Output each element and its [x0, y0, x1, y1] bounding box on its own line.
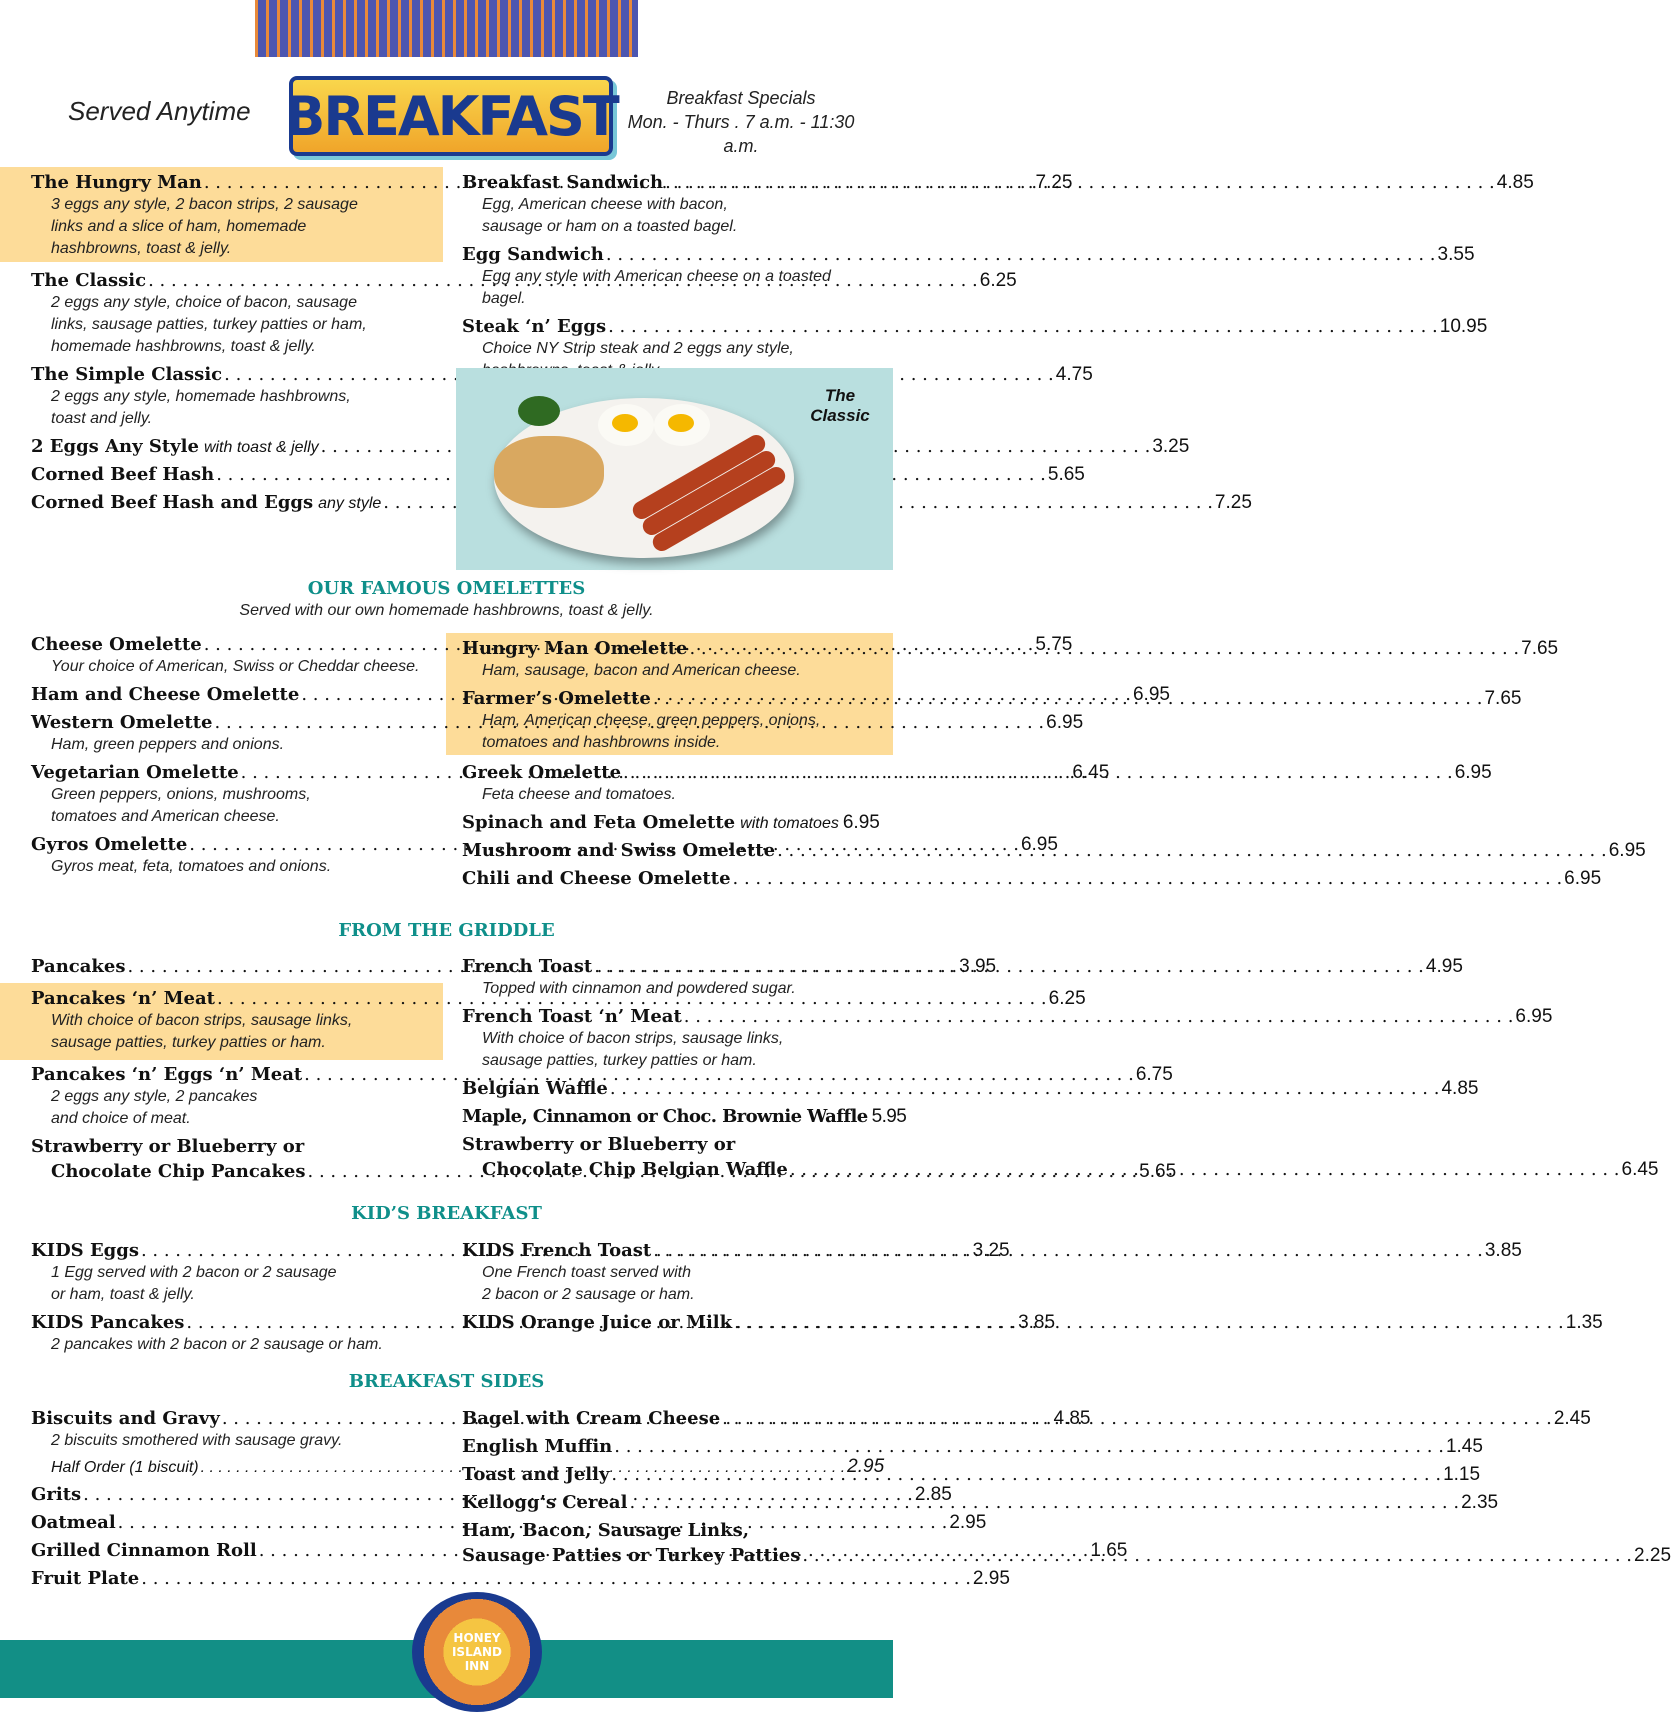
menu-item-desc: 2 pancakes with 2 bacon or 2 sausage or ham.	[51, 1336, 383, 1353]
menu-item: Vegetarian Omelette . . . 6.45	[31, 762, 430, 784]
menu-item: French Toast . . . 4.95	[462, 956, 861, 978]
menu-item: English Muffin . . . 1.45	[462, 1436, 861, 1458]
menu-item-desc: 2 eggs any style, 2 pancakes and choice of meat.	[51, 1088, 258, 1127]
egg-image	[654, 404, 710, 446]
menu-item: Grilled Cinnamon Roll . . . 1.65	[31, 1540, 430, 1562]
menu-item-desc: Ham, sausage, bacon and American cheese.	[482, 662, 801, 679]
menu-item: Grits . . . 2.85	[31, 1484, 430, 1506]
menu-item: Toast and Jelly . . . 1.15	[462, 1464, 861, 1486]
menu-item: Chili and Cheese Omelette . . . 6.95	[462, 868, 861, 890]
menu-item: KIDS Eggs . . . 3.25	[31, 1240, 430, 1262]
menu-item: Spinach and Feta Omelette with tomatoes 6.95	[462, 812, 880, 833]
menu-item-desc: Egg any style with American cheese on a toasted bagel.	[482, 268, 831, 307]
menu-item: Strawberry or Blueberry or	[31, 1136, 305, 1157]
breakfast-title: BREAKFAST	[289, 76, 613, 156]
menu-item-desc: Topped with cinnamon and powdered sugar.	[482, 980, 796, 997]
section-subtitle-omelettes: Served with our own homemade hashbrowns, toast & jelly.	[239, 602, 654, 619]
header-banner-pattern	[255, 0, 638, 57]
served-anytime-text: Served Anytime	[68, 96, 251, 126]
section-title-sides: BREAKFAST SIDES	[348, 1371, 545, 1392]
menu-item: Sausage Patties or Turkey Patties . . . 2.25	[462, 1545, 861, 1567]
menu-item-desc: With choice of bacon strips, sausage links, sausage patties, turkey patties or ham.	[482, 1030, 784, 1069]
photo-caption: The Classic	[810, 386, 870, 425]
breakfast-specials	[616, 86, 866, 158]
menu-item: Gyros Omelette . . . 6.95	[31, 834, 430, 856]
menu-item-desc: 3 eggs any style, 2 bacon strips, 2 sausage links and a slice of ham, homemade hashbrowns, toast & jelly.	[51, 196, 358, 257]
hashbrowns-image	[494, 436, 604, 508]
menu-item: Egg Sandwich . . . 3.55	[462, 244, 861, 266]
menu-item-desc: 2 biscuits smothered with sausage gravy.	[51, 1432, 343, 1449]
menu-item-desc: Egg, American cheese with bacon, sausage or ham on a toasted bagel.	[482, 196, 738, 235]
menu-item: Chocolate Chip Belgian Waffle . . . 6.45	[462, 1159, 861, 1181]
section-title-griddle: FROM THE GRIDDLE	[338, 920, 555, 941]
menu-item-desc: 2 eggs any style, homemade hashbrowns, toast and jelly.	[51, 388, 351, 427]
section-title-omelettes: OUR FAMOUS OMELETTES	[307, 578, 586, 599]
menu-item: The Hungry Man . . . 7.25	[31, 172, 430, 194]
egg-image	[598, 404, 654, 446]
honey-island-inn-logo	[412, 1592, 542, 1712]
menu-item-desc: Your choice of American, Swiss or Cheddar cheese.	[51, 658, 420, 675]
menu-item: Farmer’s Omelette . . . 7.65	[462, 688, 861, 710]
menu-item: 2 Eggs Any Style with toast & jelly . . . 3.25	[31, 436, 430, 458]
menu-item: Belgian Waffle . . . 4.85	[462, 1078, 861, 1100]
menu-item-desc: Ham, green peppers and onions.	[51, 736, 285, 753]
menu-item: KIDS French Toast . . . 3.85	[462, 1240, 861, 1262]
menu-item: French Toast ‘n’ Meat . . . 6.95	[462, 1006, 861, 1028]
menu-item-desc: 1 Egg served with 2 bacon or 2 sausage or ham, toast & jelly.	[51, 1264, 337, 1303]
specials-heading: Breakfast Specials	[666, 88, 816, 108]
menu-item: The Classic . . . 6.25	[31, 270, 430, 292]
menu-item: Pancakes ‘n’ Eggs ‘n’ Meat . . . 6.75	[31, 1064, 430, 1086]
menu-item: Pancakes . . . 3.95	[31, 956, 430, 978]
menu-item: Fruit Plate . . . 2.95	[31, 1568, 430, 1590]
menu-item: Steak ‘n’ Eggs . . . 10.95	[462, 316, 861, 338]
menu-item: Ham, Bacon, Sausage Links,	[462, 1520, 750, 1541]
section-title-kids: KID’S BREAKFAST	[351, 1203, 542, 1224]
specials-hours: Mon. - Thurs . 7 a.m. - 11:30 a.m.	[627, 112, 855, 156]
menu-item: Maple, Cinnamon or Choc. Brownie Waffle 5.95	[462, 1106, 907, 1127]
menu-item: Bagel with Cream Cheese . . . 2.45	[462, 1408, 861, 1430]
menu-item: Biscuits and Gravy . . . 4.85	[31, 1408, 430, 1430]
menu-item: Breakfast Sandwich . . . 4.85	[462, 172, 861, 194]
menu-item: Oatmeal . . . 2.95	[31, 1512, 430, 1534]
menu-item: Kellogg’s Cereal . . . 2.35	[462, 1492, 861, 1514]
menu-item: Hungry Man Omelette . . . 7.65	[462, 638, 861, 660]
menu-item: Cheese Omelette . . . 5.75	[31, 634, 430, 656]
menu-item: KIDS Pancakes . . . 3.85	[31, 1312, 430, 1334]
menu-item: The Simple Classic . . . 4.75	[31, 364, 430, 386]
menu-item: Western Omelette . . . 6.95	[31, 712, 430, 734]
menu-item-desc: Green peppers, onions, mushrooms, tomatoes and American cheese.	[51, 786, 311, 825]
menu-item-desc: Gyros meat, feta, tomatoes and onions.	[51, 858, 332, 875]
parsley-garnish	[518, 396, 560, 426]
menu-item: Ham and Cheese Omelette . . . 6.95	[31, 684, 430, 706]
menu-item: KIDS Orange Juice or Milk . . . 1.35	[462, 1312, 861, 1334]
menu-item-desc: Feta cheese and tomatoes.	[482, 786, 676, 803]
menu-item: Mushroom and Swiss Omelette . . . 6.95	[462, 840, 861, 862]
menu-item: Chocolate Chip Pancakes . . . 5.65	[31, 1161, 430, 1183]
menu-item-desc: One French toast served with 2 bacon or 2 sausage or ham.	[482, 1264, 695, 1303]
menu-item-desc: Ham, American cheese, green peppers, onions, tomatoes and hashbrowns inside.	[482, 712, 821, 751]
menu-item: Pancakes ‘n’ Meat . . . 6.25	[31, 988, 430, 1010]
menu-item-desc: 2 eggs any style, choice of bacon, sausage links, sausage patties, turkey patties or ham, homemade hashbrowns, toast & jelly.	[51, 294, 367, 355]
menu-item-desc: Choice NY Strip steak and 2 eggs any style,	[482, 340, 794, 357]
menu-item: Corned Beef Hash . . . 5.65	[31, 464, 430, 486]
menu-item: Greek Omelette . . . 6.95	[462, 762, 861, 784]
menu-item: Strawberry or Blueberry or	[462, 1134, 736, 1155]
menu-item: Half Order (1 biscuit) . . . 2.95	[31, 1456, 430, 1478]
classic-photo	[456, 368, 893, 570]
menu-item-desc: With choice of bacon strips, sausage links, sausage patties, turkey patties or ham.	[51, 1012, 353, 1051]
logo-text: HONEY ISLAND INN	[451, 1631, 503, 1673]
menu-item: Corned Beef Hash and Eggs any style . . . 7.25	[31, 492, 430, 514]
